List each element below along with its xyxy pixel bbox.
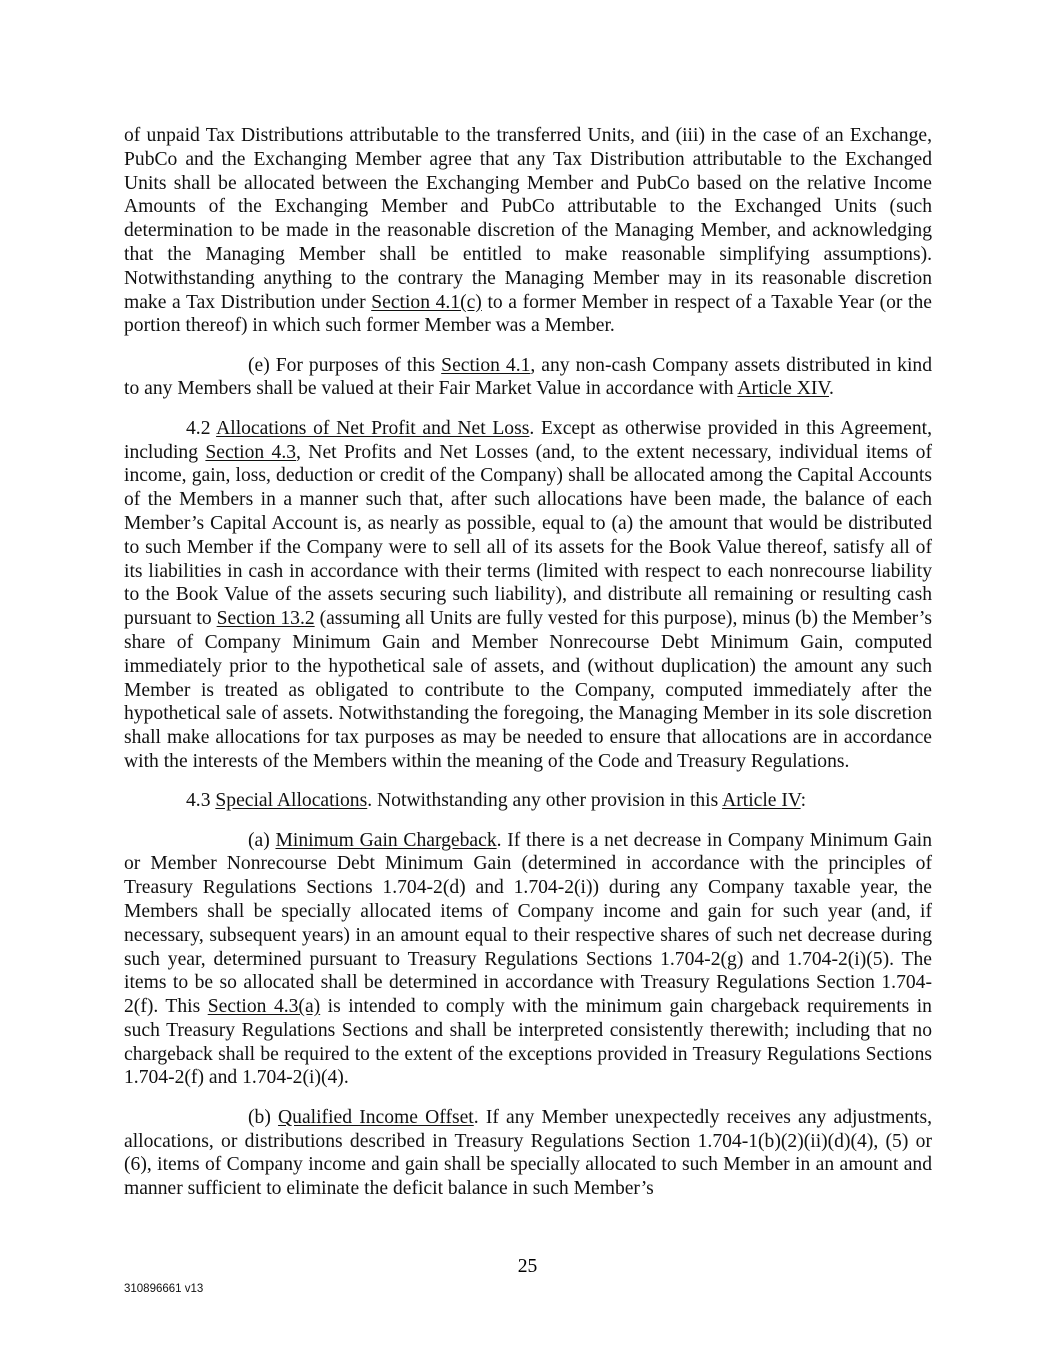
- document-id: 310896661 v13: [124, 1283, 204, 1295]
- cross-reference: Qualified Income Offset: [278, 1106, 474, 1128]
- paragraph-text: (a): [248, 829, 276, 851]
- page-number: 25: [517, 1256, 538, 1277]
- cross-reference: Section 4.1(c): [371, 291, 482, 313]
- paragraph-text: . If any Member unexpectedly receives any adjustments, allocations, or distributions described in Treasury Regulations Section 1.704-1(b)(2)(ii)(d)(4), (5) or (6), items of Company income and gain shall be specially allocated to such Member in an amount and manner sufficient to eliminate the deficit balance in such Member’s: [124, 1106, 933, 1200]
- cross-reference: Section 13.2: [216, 608, 315, 630]
- paragraph-text: :: [800, 790, 807, 812]
- cross-reference: Section 4.3(a): [207, 996, 321, 1018]
- paragraph-text: of unpaid Tax Distributions attributable to the transferred Units, and (iii) in the case of an Exchange, PubCo and the Exchanging Member agree that any Tax Distribution attributable to the Exchanged Units shall be allocated between the Exchanging Member and PubCo based on the relative Income Amounts of the Exchanging Member and PubCo attributable to the Exchanged Units (such determination to be made in the reasonable discretion of the Managing Member, and acknowledging that the Managing Member shall be entitled to make reasonable simplifying assumptions). Notwithstanding anything to the contrary the Managing Member may in its reasonable discretion make a Tax Distribution under: [124, 125, 932, 313]
- cross-reference: Section 4.3: [205, 441, 297, 463]
- cross-reference: Article IV: [722, 790, 801, 812]
- paragraph-text: (assuming all Units are fully vested for this purpose), minus (b) the Member’s share of Company Minimum Gain and Member Nonrecourse Debt Minimum Gain, computed immediately prior to the hypothetical sale of assets, and (without duplication) the amount any such Member is treated as obligated to contribute to the Company, computed immediately after the hypothetical sale of assets. Notwithstanding the foregoing, the Managing Member in its sole discretion shall make allocations for tax purposes as may be needed to ensure that allocations are in accordance with the interests of the Members within the meaning of the Code and Treasury Regulations.: [124, 608, 932, 772]
- paragraph: [124, 789, 932, 813]
- paragraph-text: 4.2: [186, 417, 217, 439]
- paragraph-text: .: [829, 378, 834, 400]
- paragraph-text: (e) For purposes of this: [248, 354, 442, 376]
- cross-reference: Special Allocations: [215, 790, 368, 812]
- cross-reference: Minimum Gain Chargeback: [275, 829, 497, 851]
- paragraph-text: . If there is a net decrease in Company Minimum Gain or Member Nonrecourse Debt Minimum Gain (determined in accordance with the principles of Treasury Regulations Sections 1.704-2(d) and 1.704-2(i)) during any Company taxable year, the Members shall be specially allocated items of Company income and gain for such year (and, if necessary, subsequent years) in an amount equal to their respective shares of such net decrease during such year, determined pursuant to Treasury Regulations Sections 1.704-2(g) and 1.704-2(i)(5). The items to be so allocated shall be determined in accordance with Treasury Regulations Section 1.704-2(f). This: [124, 829, 933, 1018]
- paragraph: [124, 829, 932, 1091]
- paragraph-text: to a former Member in respect of a Taxable Year (or the portion thereof) in which such former Member was a Member.: [124, 291, 932, 337]
- paragraph: [124, 417, 932, 774]
- paragraph: [124, 354, 932, 402]
- document-body: [124, 124, 932, 1216]
- paragraph-text: is intended to comply with the minimum gain chargeback requirements in such Treasury Regulations Sections and shall be interpreted consistently therewith; including that no chargeback shall be required to the extent of the exceptions provided in Treasury Regulations Sections 1.704-2(f) and 1.704-2(i)(4).: [124, 996, 932, 1089]
- cross-reference: Allocations of Net Profit and Net Loss: [216, 417, 530, 439]
- paragraph-text: 4.3: [186, 790, 216, 812]
- cross-reference: Section 4.1: [441, 354, 531, 376]
- paragraph-text: , any non-cash Company assets distributed in kind to any Members shall be valued at their Fair Market Value in accordance with: [124, 354, 933, 400]
- paragraph-text: , Net Profits and Net Losses (and, to the extent necessary, individual items of income, gain, loss, deduction or credit of the Company) shall be allocated among the Capital Accounts of the Members in a manner such that, after such allocations have been made, the balance of each Member’s Capital Account is, as nearly as possible, equal to (a) the amount that would be distributed to such Member if the Company were to sell all of its assets for the Book Value thereof, satisfy all of its liabilities in cash in accordance with their terms (limited with respect to each nonrecourse liability to the Book Value of the assets securing such liability), and distribute all remaining or resulting cash pursuant to: [124, 441, 932, 630]
- paragraph-text: (b): [248, 1106, 279, 1128]
- paragraph: [124, 124, 932, 338]
- cross-reference: Article XIV: [737, 378, 829, 400]
- paragraph-text: . Except as otherwise provided in this Agreement, including: [124, 417, 932, 463]
- paragraph: [124, 1106, 932, 1201]
- paragraph-text: . Notwithstanding any other provision in this: [367, 790, 723, 812]
